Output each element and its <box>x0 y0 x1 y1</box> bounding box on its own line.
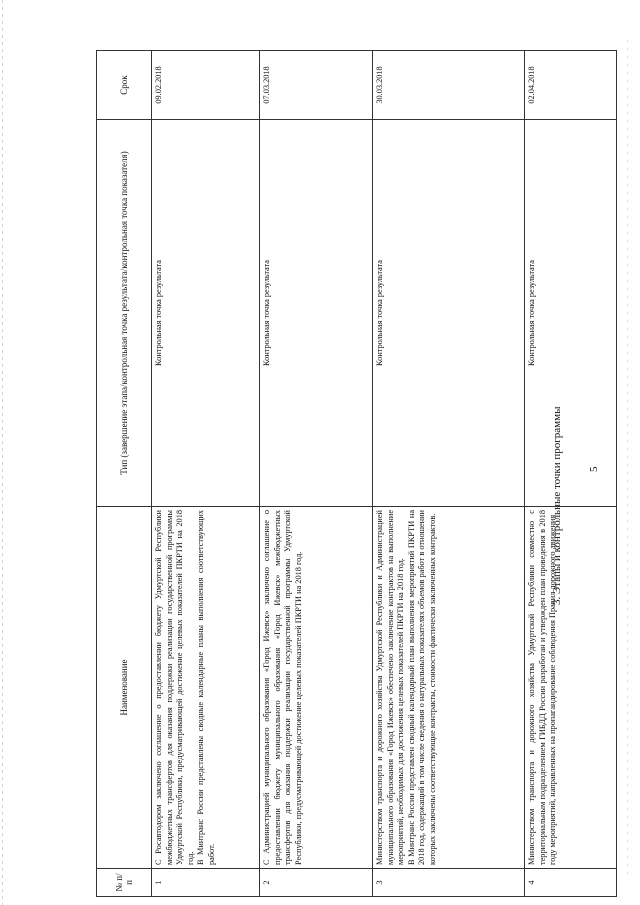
row-num: 2 <box>260 869 373 897</box>
row-num: 4 <box>525 869 617 897</box>
section-title: 3. Этапы и контрольные точки программы <box>551 406 563 605</box>
row-type: Контрольная точка результата <box>260 120 373 507</box>
header-date: Срок <box>97 51 152 120</box>
header-num: № п/п <box>97 869 152 897</box>
row-name: С Администрацией муниципального образования «Город Ижевск» заключено соглашение о предоставлении бюджету муниципального образования «Город Ижевск» межбюджетных трансфертов для оказания поддержки реализации государственной программы Удмуртской Республики, предусматривающей достижение целевых показателей ПКРТИ на 2018 год. <box>260 507 373 869</box>
milestones-table <box>96 50 617 897</box>
table-row <box>373 51 525 897</box>
row-date: 02.04.2018 <box>525 51 617 120</box>
row-name: Министерством транспорта и дорожного хозяйства Удмуртской Республики совместно с территориальным подразделением ГИБДД России разработан и утвержден план проведения в 2018 году мероприятий, направленных на пропагандирование соблюдения Правил дорожного движения <box>525 507 617 869</box>
table-row <box>525 51 617 897</box>
table-header-row <box>97 51 152 897</box>
table-row <box>260 51 373 897</box>
row-date: 30.03.2018 <box>373 51 525 120</box>
header-type: Тип (завершение этапа/контрольная точка результата/контрольная точка показателя) <box>97 120 152 507</box>
row-num: 3 <box>373 869 525 897</box>
page-number: 5 <box>588 466 600 472</box>
row-name: Министерством транспорта и дорожного хозяйства Удмуртской Республики и Администрацией муниципального образования «Город Ижевск» обеспечено заключение контрактов на выполнение мероприятий, необходимых для достижения целевых показателей ПКРТИ на 2018 год. В Минтранс России представлен сводный календарный план выполнения мероприятий ПКРТИ на 2018 год, содержащий в том числе сведения о натуральных показателях объемов работ в отношении которых заключены соответствующие контракты, стоимости фактически заключенных контрактов. <box>373 507 525 869</box>
row-date: 07.03.2018 <box>260 51 373 120</box>
header-name: Наименование <box>97 507 152 869</box>
row-num: 1 <box>152 869 260 897</box>
row-type: Контрольная точка результата <box>373 120 525 507</box>
row-name: С Росавтодором заключено соглашение о предоставлении бюджету Удмуртской Республики межбюджетных трансфертов для оказания поддержки реализации государственной программы Удмуртской Республики, предусматривающей достижение целевых показателей ПКРТИ на 2018 год. В Минтранс России представлены сводные календарные планы выполнения соответствующих работ. <box>152 507 260 869</box>
row-type: Контрольная точка результата <box>152 120 260 507</box>
table-row <box>152 51 260 897</box>
row-date: 09.02.2018 <box>152 51 260 120</box>
row-type: Контрольная точка результата <box>525 120 617 507</box>
